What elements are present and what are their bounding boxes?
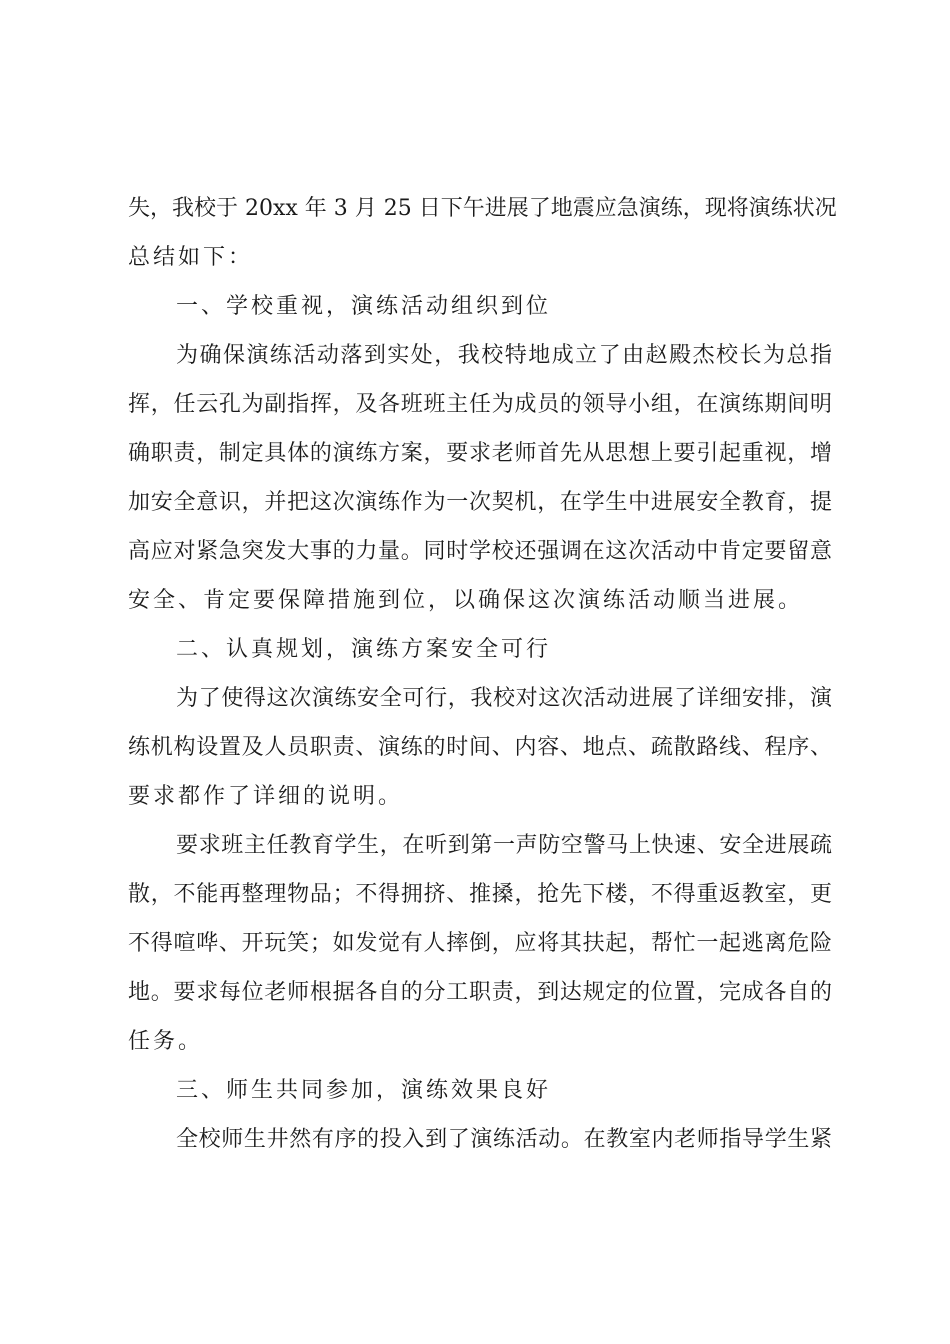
paragraph-line: 总结如下： [128,245,254,270]
paragraph-line: 散，不能再整理物品；不得拥挤、推搡，抢先下楼，不得重返教室，更 [128,882,832,907]
paragraph-line: 失，我校于 20xx 年 3 月 25 日下午进展了地震应急演练，现将演练状况 [128,196,837,221]
paragraph-line: 要求班主任教育学生，在听到第一声防空警马上快速、安全进展疏 [176,833,832,858]
paragraph-line: 不得喧哗、开玩笑；如发觉有人摔倒，应将其扶起，帮忙一起逃离危险 [128,931,832,956]
paragraph-line: 高应对紧急突发大事的力量。同时学校还强调在这次活动中肯定要留意 [128,539,832,564]
paragraph-line: 为了使得这次演练安全可行，我校对这次活动进展了详细安排，演 [176,686,832,711]
paragraph-line: 为确保演练活动落到实处，我校特地成立了由赵殿杰校长为总指 [176,343,832,368]
section-heading-2: 二、认真规划，演练方案安全可行 [176,637,552,662]
paragraph-line: 确职责，制定具体的演练方案，要求老师首先从思想上要引起重视，增 [128,441,832,466]
section-heading-3: 三、师生共同参加，演练效果良好 [176,1078,552,1103]
paragraph-line: 任务。 [128,1029,204,1054]
paragraph-line: 挥，任云孔为副指挥，及各班班主任为成员的领导小组，在演练期间明 [128,392,832,417]
paragraph-line: 要求都作了详细的说明。 [128,784,404,809]
paragraph-line: 全校师生井然有序的投入到了演练活动。在教室内老师指导学生紧 [176,1127,832,1152]
section-heading-1: 一、学校重视，演练活动组织到位 [176,294,552,319]
paragraph-line: 加安全意识，并把这次演练作为一次契机，在学生中进展安全教育，提 [128,490,832,515]
paragraph-line: 地。要求每位老师根据各自的分工职责，到达规定的位置，完成各自的 [128,980,832,1005]
paragraph-line: 练机构设置及人员职责、演练的时间、内容、地点、疏散路线、程序、 [128,735,832,760]
paragraph-line: 安全、肯定要保障措施到位，以确保这次演练活动顺当进展。 [128,588,804,613]
